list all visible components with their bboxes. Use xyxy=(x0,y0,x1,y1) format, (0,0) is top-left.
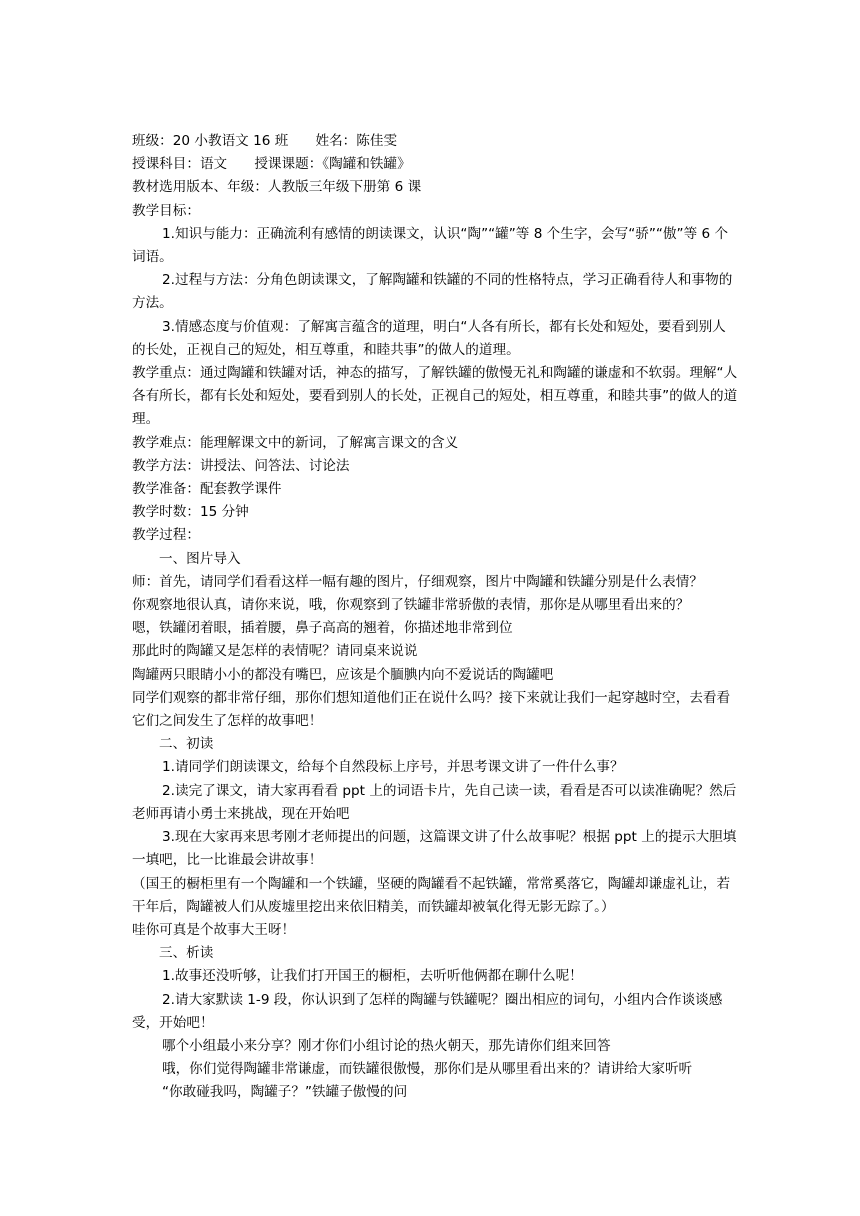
objective-item: 2.过程与方法：分角色朗读课文，了解陶罐和铁罐的不同的性格特点，学习正确看待人和事物的方法。 xyxy=(132,272,733,312)
teaching-methods: 教学方法：讲授法、问答法、讨论法 xyxy=(132,457,350,474)
list-item: 3.现在大家再来思考刚才老师提出的问题，这篇课文讲了什么故事呢？根据 ppt 上的提示大胆填一填吧，比一比谁最会讲故事！ xyxy=(132,829,737,869)
list-item: 2.读完了课文，请大家再看看 ppt 上的词语卡片，先自己读一读，看看是否可以读准确呢？然后老师再请小勇士来挑战，现在开始吧 xyxy=(132,782,737,822)
paragraph: 师：首先，请同学们看看这样一幅有趣的图片，仔细观察，图片中陶罐和铁罐分别是什么表情？ xyxy=(132,573,703,590)
list-item: 2.请大家默读 1-9 段，你认识到了怎样的陶罐与铁罐呢？圈出相应的词句，小组内合作谈谈感受，开始吧！ xyxy=(132,991,723,1031)
paragraph: 哪个小组最小来分享？刚才你们小组讨论的热火朝天，那先请你们组来回答 xyxy=(162,1037,611,1054)
class-name-line: 班级：20 小教语文 16 班 姓名：陈佳雯 xyxy=(132,133,398,149)
objectives-heading: 教学目标： xyxy=(132,202,200,219)
list-item: 1.请同学们朗读课文，给每个自然段标上序号，并思考课文讲了一件什么事？ xyxy=(162,759,624,776)
section-title: 二、初读 xyxy=(159,736,214,753)
section-title: 三、析读 xyxy=(159,945,214,962)
teaching-difficulty: 教学难点：能理解课文中的新词，了解寓言课文的含义 xyxy=(132,434,459,451)
teaching-preparation: 教学准备：配套教学课件 xyxy=(132,481,282,498)
section-title: 一、图片导入 xyxy=(159,550,241,567)
paragraph: 陶罐两只眼睛小小的都没有嘴巴，应该是个腼腆内向不爱说话的陶罐吧 xyxy=(132,666,554,683)
process-heading: 教学过程： xyxy=(132,527,200,544)
textbook-line: 教材选用版本、年级：人教版三年级下册第 6 课 xyxy=(132,179,422,196)
paragraph: 你观察地很认真，请你来说，哦，你观察到了铁罐非常骄傲的表情，那你是从哪里看出来的？ xyxy=(132,597,690,614)
lesson-plan-document xyxy=(132,130,738,1105)
paragraph: 嗯，铁罐闭着眼，插着腰，鼻子高高的翘着，你描述地非常到位 xyxy=(132,620,513,637)
objective-item: 3.情感态度与价值观：了解寓言蕴含的道理，明白“人各有所长，都有长处和短处，要看到别人的长处，正视自己的短处，相互尊重，和睦共事”的做人的道理。 xyxy=(132,318,726,358)
paragraph: 那此时的陶罐又是怎样的表情呢？请同桌来说说 xyxy=(132,643,418,660)
list-item: 1.故事还没听够，让我们打开国王的橱柜，去听听他俩都在聊什么呢！ xyxy=(162,968,583,985)
story-summary: （国王的橱柜里有一个陶罐和一个铁罐，坚硬的陶罐看不起铁罐，常常奚落它，陶罐却谦虚礼让，若干年后，陶罐被人们从废墟里挖出来依旧精美，而铁罐却被氧化得无影无踪了。） xyxy=(132,875,731,915)
subject-topic-line: 授课科目：语文 授课课题：《陶罐和铁罐》 xyxy=(132,156,411,173)
paragraph: 哇你可真是个故事大王呀！ xyxy=(132,921,296,938)
objective-item: 1.知识与能力：正确流利有感情的朗读课文，认识“陶”“罐”等 8 个生字，会写“骄”“傲”等 6 个词语。 xyxy=(132,225,729,266)
paragraph: 同学们观察的都非常仔细，那你们想知道他们正在说什么吗？接下来就让我们一起穿越时空，去看看它们之间发生了怎样的故事吧！ xyxy=(132,689,731,730)
teaching-focus: 教学重点：通过陶罐和铁罐对话，神态的描写，了解铁罐的傲慢无礼和陶罐的谦虚和不软弱。理解“人各有所长，都有长处和短处，要看到别人的长处，正视自己的短处，相互尊重，和睦共事”的做人的道理。 xyxy=(132,365,738,428)
paragraph: 哦，你们觉得陶罐非常谦虚，而铁罐很傲慢，那你们是从哪里看出来的？请讲给大家听听 xyxy=(162,1061,693,1078)
teaching-duration: 教学时数：15 分钟 xyxy=(132,504,249,521)
dialogue-quote: “你敢碰我吗，陶罐子？”铁罐子傲慢的问 xyxy=(162,1084,408,1101)
